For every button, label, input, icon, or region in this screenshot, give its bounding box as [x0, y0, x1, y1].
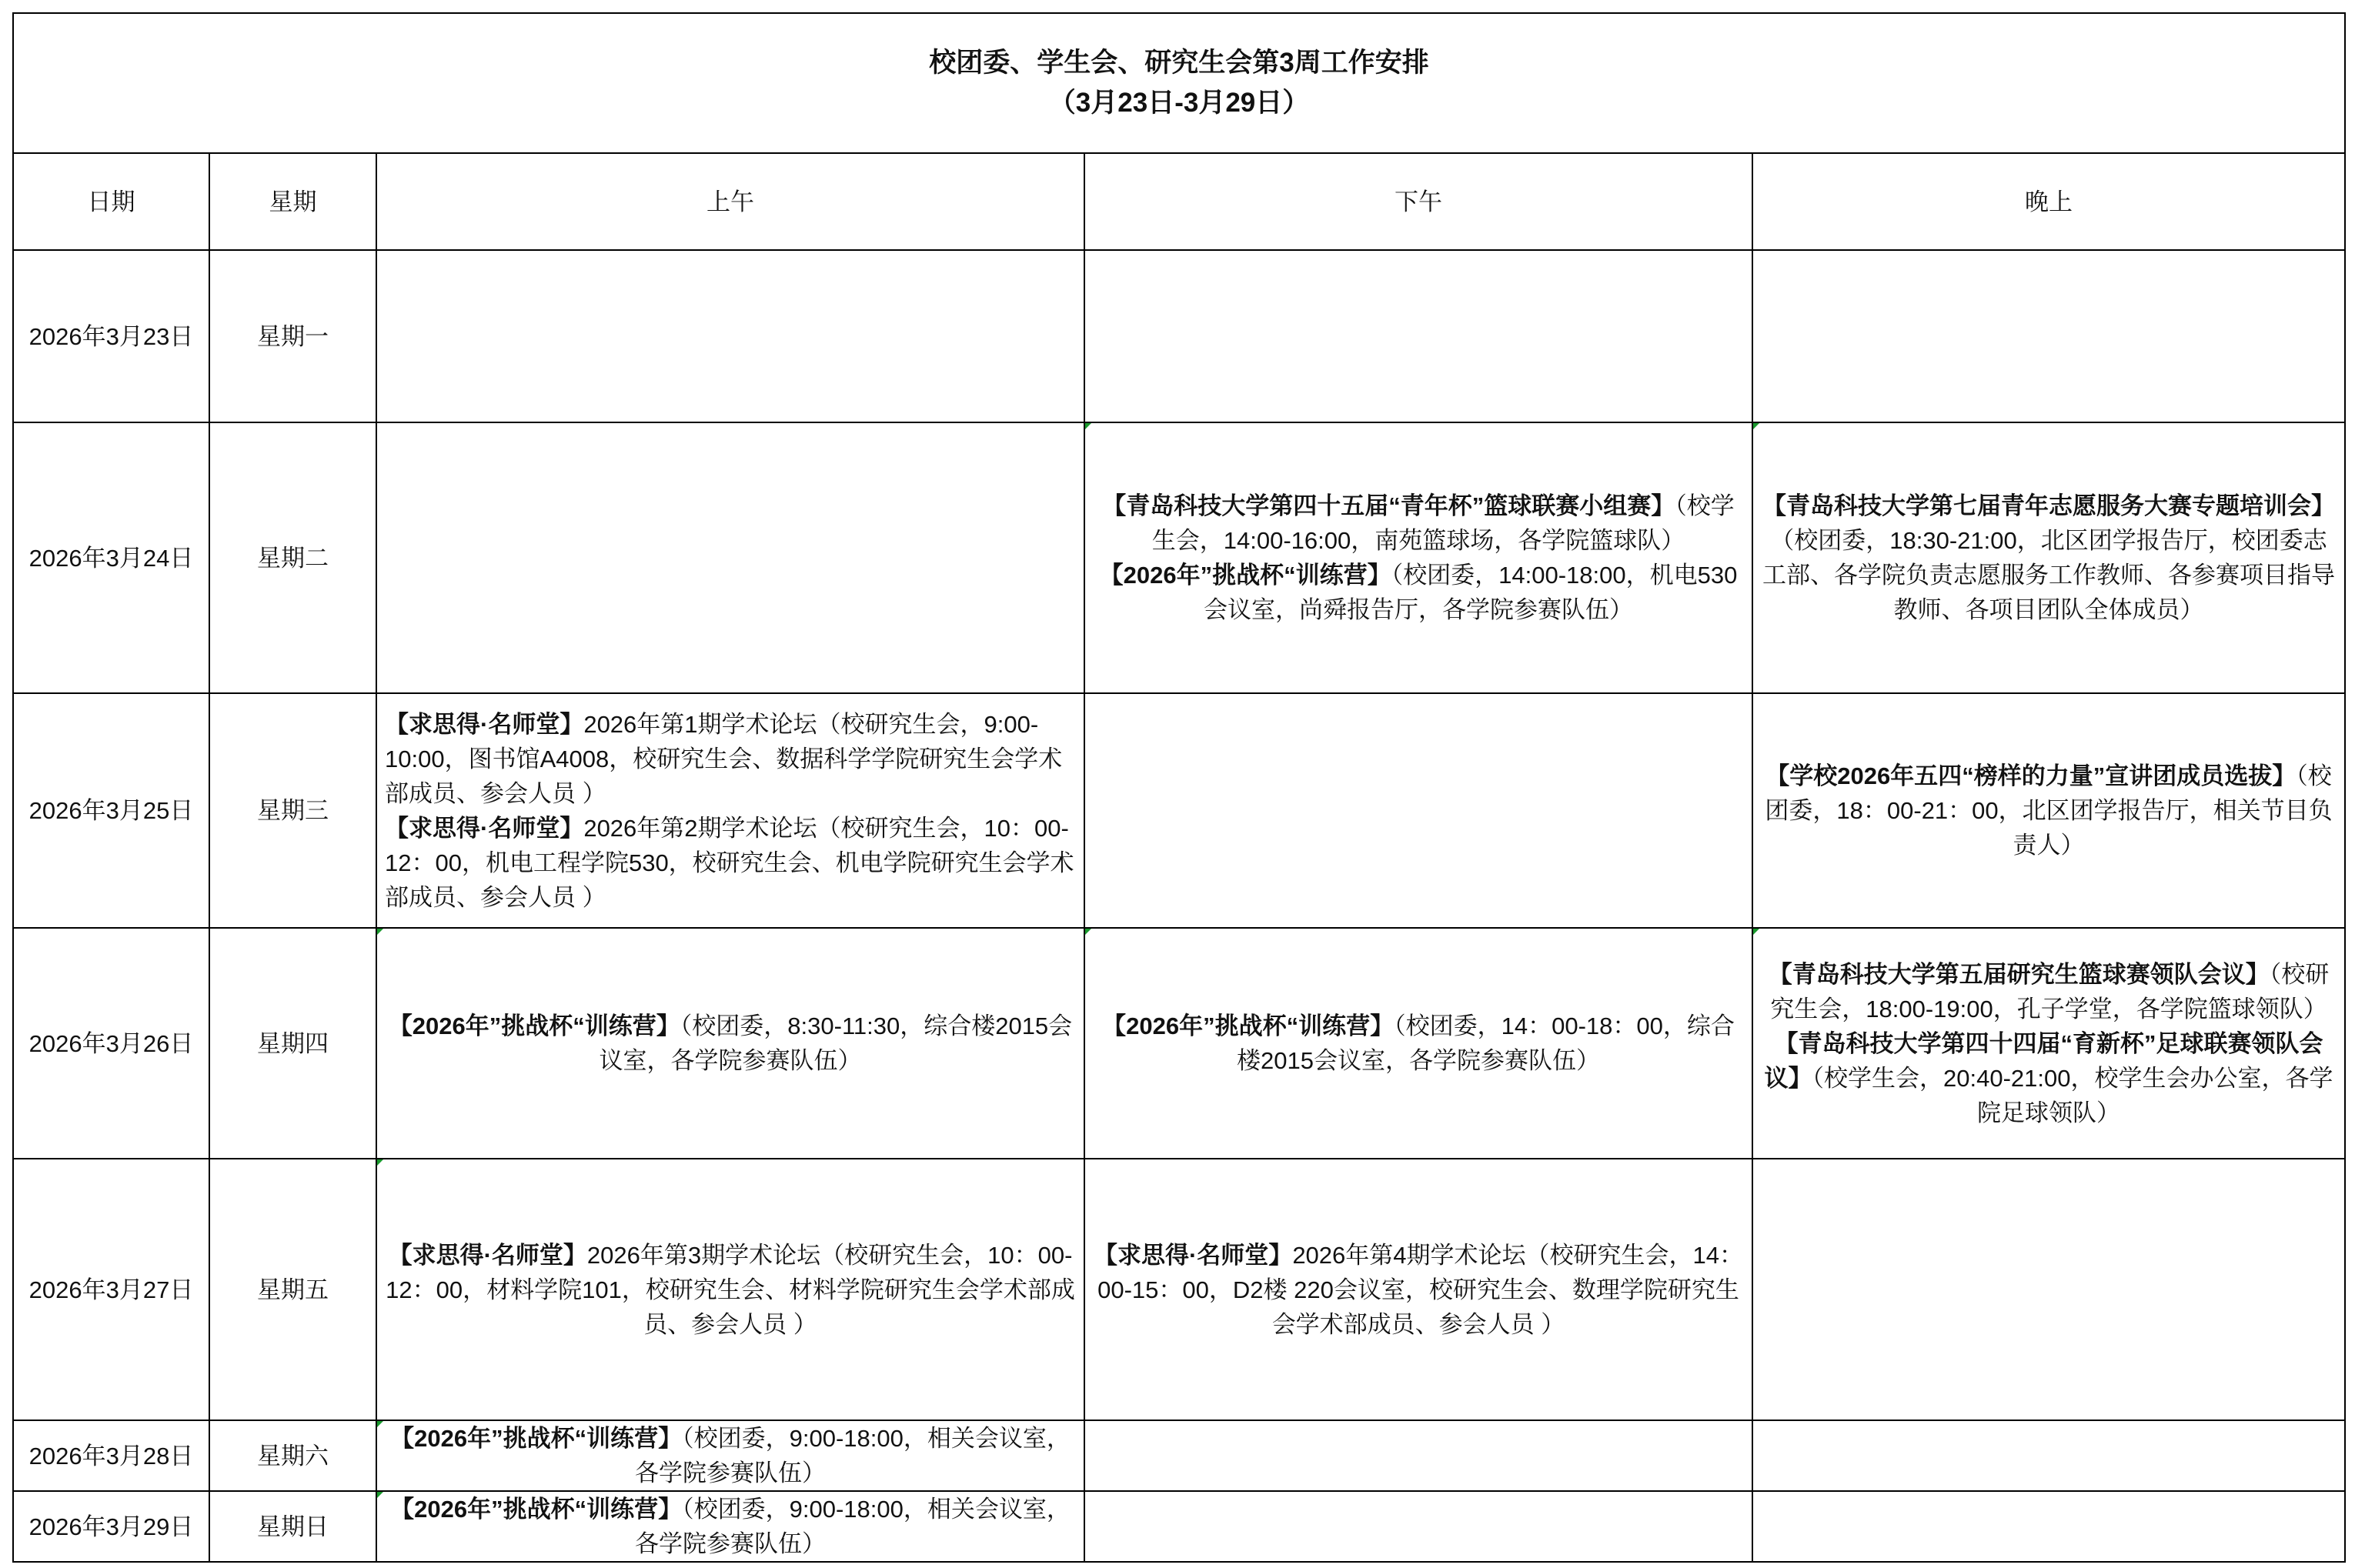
title-line-1: 校团委、学生会、研究生会第3周工作安排: [929, 48, 1429, 78]
evening-cell[interactable]: [1752, 1159, 2345, 1420]
evening-cell[interactable]: [1752, 250, 2345, 422]
event-title: 【2026年”挑战杯“训练营】: [388, 1013, 680, 1039]
table-row: [13, 1491, 2345, 1562]
afternoon-cell[interactable]: [1084, 1159, 1752, 1420]
column-header-morning: 上午: [376, 153, 1084, 250]
table-row: [13, 928, 2345, 1159]
event-entry: [1761, 489, 2337, 627]
table-row: [13, 1420, 2345, 1491]
morning-cell[interactable]: [376, 422, 1084, 693]
weekday-cell[interactable]: 星期日: [209, 1491, 376, 1562]
morning-cell[interactable]: [376, 928, 1084, 1159]
event-title: 【2026年”挑战杯“训练营】: [390, 1425, 683, 1452]
event-title: 【求思得·名师堂】: [1093, 1241, 1293, 1269]
event-detail: （校学生会，20:40-21:00，校学生会办公室，各学院足球领队）: [1812, 1064, 2333, 1126]
event-title: 【青岛科技大学第五届研究生篮球赛领队会议】: [1768, 960, 2270, 988]
evening-cell[interactable]: [1752, 928, 2345, 1159]
event-title: 【2026年”挑战杯“训练营】: [390, 1496, 683, 1523]
event-detail: （校学生会，14:00-16:00，南苑篮球场，各学院篮球队）: [1151, 492, 1735, 554]
morning-cell[interactable]: [376, 1159, 1084, 1420]
afternoon-cell[interactable]: [1084, 422, 1752, 693]
weekday-cell[interactable]: 星期五: [209, 1159, 376, 1420]
morning-cell[interactable]: [376, 250, 1084, 422]
event-entry: [385, 707, 1076, 811]
event-entry: [1761, 1026, 2337, 1130]
morning-cell[interactable]: [376, 1420, 1084, 1491]
header-row: [13, 153, 2345, 250]
afternoon-cell[interactable]: [1084, 1491, 1752, 1562]
event-detail: 2026年第1期学术论坛（校研究生会，9:00-10:00，图书馆A4008，校研究生会、数据科学学院研究生会学术部成员、参会人员 ）: [385, 710, 1063, 807]
sheet-title: [13, 13, 2345, 153]
event-title: 【求思得·名师堂】: [385, 710, 584, 738]
weekday-cell[interactable]: 星期一: [209, 250, 376, 422]
date-cell[interactable]: 2026年3月24日: [13, 422, 209, 693]
event-entry: [1093, 558, 1744, 627]
event-entry: [385, 1009, 1076, 1078]
event-detail: 2026年第4期学术论坛（校研究生会，14：00-15：00，D2楼 220会议室，校研究生会、数理学院研究生会学术部成员、参会人员 ）: [1097, 1241, 1743, 1338]
event-title: 【青岛科技大学第四十四届“育新杯”足球联赛领队会议】: [1764, 1029, 2323, 1092]
event-detail: 2026年第3期学术论坛（校研究生会，10：00-12：00，材料学院101，校研究生会、材料学院研究生会学术部成员、参会人员 ）: [386, 1241, 1075, 1338]
morning-cell[interactable]: [376, 693, 1084, 928]
event-entry: [385, 811, 1076, 915]
evening-cell[interactable]: [1752, 422, 2345, 693]
event-detail: （校团委，14：00-18：00，综合楼2015会议室，各学院参赛队伍）: [1237, 1013, 1735, 1074]
column-header-evening: 晚上: [1752, 153, 2345, 250]
event-entry: [385, 1421, 1076, 1490]
event-entry: [385, 1492, 1076, 1561]
column-header-weekday: 星期: [209, 153, 376, 250]
event-detail: （校团委，9:00-18:00，相关会议室，各学院参赛队伍）: [635, 1496, 1071, 1557]
event-title: 【青岛科技大学第四十五届“青年杯”篮球联赛小组赛】: [1102, 492, 1675, 519]
column-header-afternoon: 下午: [1084, 153, 1752, 250]
event-detail: （校团委，18:30-21:00，北区团学报告厅，校团委志工部、各学院负责志愿服务工作教师、各参赛项目指导教师、各项目团队全体成员）: [1762, 527, 2336, 623]
afternoon-cell[interactable]: [1084, 928, 1752, 1159]
event-detail: （校团委，9:00-18:00，相关会议室，各学院参赛队伍）: [635, 1425, 1071, 1486]
evening-cell[interactable]: [1752, 1491, 2345, 1562]
schedule-table: [12, 12, 2346, 1563]
date-cell[interactable]: 2026年3月29日: [13, 1491, 209, 1562]
title-line-2: （3月23日-3月29日）: [1048, 88, 1310, 118]
event-entry: [385, 1238, 1076, 1342]
table-row: [13, 1159, 2345, 1420]
table-row: [13, 693, 2345, 928]
morning-cell[interactable]: [376, 1491, 1084, 1562]
event-title: 【求思得·名师堂】: [388, 1241, 587, 1269]
weekday-cell[interactable]: 星期三: [209, 693, 376, 928]
event-entry: [1761, 957, 2337, 1026]
event-detail: （校团委，18：00-21：00，北区团学报告厅，相关节目负责人）: [1765, 762, 2333, 859]
afternoon-cell[interactable]: [1084, 693, 1752, 928]
weekday-cell[interactable]: 星期四: [209, 928, 376, 1159]
event-entry: [1761, 759, 2337, 862]
weekday-cell[interactable]: 星期二: [209, 422, 376, 693]
evening-cell[interactable]: [1752, 1420, 2345, 1491]
event-detail: （校研究生会，18:00-19:00，孔子学堂，各学院篮球领队）: [1770, 960, 2330, 1023]
weekday-cell[interactable]: 星期六: [209, 1420, 376, 1491]
event-entry: [1093, 489, 1744, 558]
evening-cell[interactable]: [1752, 693, 2345, 928]
date-cell[interactable]: 2026年3月28日: [13, 1420, 209, 1491]
event-entry: [1093, 1009, 1744, 1078]
event-title: 【2026年”挑战杯“训练营】: [1102, 1013, 1395, 1039]
event-detail: （校团委，8:30-11:30，综合楼2015会议室，各学院参赛队伍）: [599, 1013, 1073, 1074]
column-header-date: 日期: [13, 153, 209, 250]
event-title: 【求思得·名师堂】: [385, 814, 584, 842]
afternoon-cell[interactable]: [1084, 250, 1752, 422]
table-row: [13, 422, 2345, 693]
event-title: 【2026年”挑战杯“训练营】: [1099, 562, 1391, 589]
event-detail: 2026年第2期学术论坛（校研究生会，10：00-12：00，机电工程学院530，校研究生会、机电学院研究生会学术部成员、参会人员 ）: [385, 814, 1074, 911]
date-cell[interactable]: 2026年3月25日: [13, 693, 209, 928]
date-cell[interactable]: 2026年3月27日: [13, 1159, 209, 1420]
afternoon-cell[interactable]: [1084, 1420, 1752, 1491]
event-entry: [1093, 1238, 1744, 1342]
title-row: [13, 13, 2345, 153]
table-row: [13, 250, 2345, 422]
event-detail: （校团委，14:00-18:00，机电530会议室，尚舜报告厅，各学院参赛队伍）: [1204, 562, 1738, 623]
event-title: 【学校2026年五四“榜样的力量”宣讲团成员选拔】: [1765, 762, 2297, 789]
event-title: 【青岛科技大学第七届青年志愿服务大赛专题培训会】: [1762, 492, 2336, 519]
date-cell[interactable]: 2026年3月23日: [13, 250, 209, 422]
date-cell[interactable]: 2026年3月26日: [13, 928, 209, 1159]
